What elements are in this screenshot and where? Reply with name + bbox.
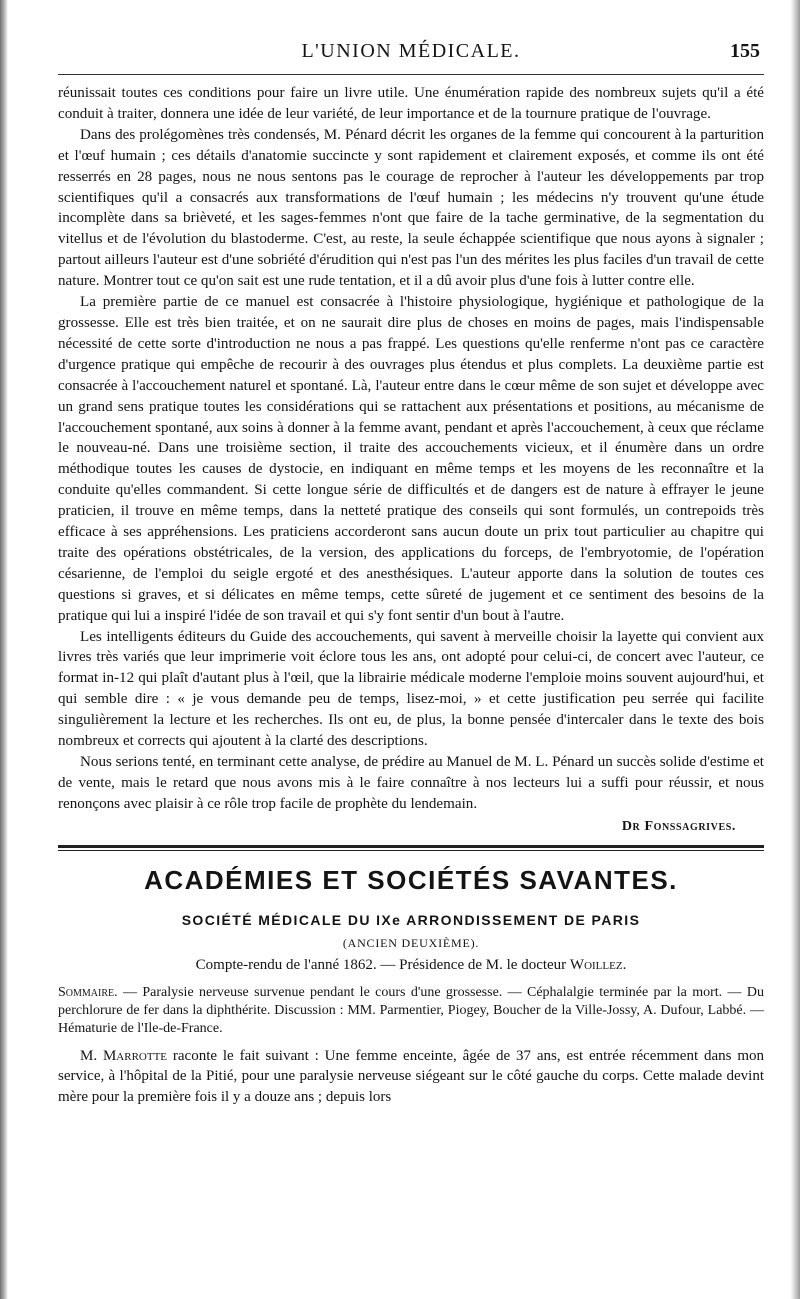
report-line bbox=[58, 957, 764, 974]
running-title: L'UNION MÉDICALE. bbox=[301, 40, 521, 62]
section-rule-thin bbox=[58, 850, 764, 851]
society-subtitle: (ANCIEN DEUXIÈME). bbox=[342, 935, 480, 950]
president-name: Woillez. bbox=[569, 956, 627, 973]
page-number: 155 bbox=[730, 40, 760, 62]
final-paragraph-text: raconte le fait suivant : Une femme enceinte, âgée de 37 ans, est entrée récemment dans mon service, à l'hôpital de la Pitié, pour une paralysie nerveuse siégeant sur le côté gauche du corps. Cette malade devint mère pour la première fois il y a douze ans ; depuis lors bbox=[58, 1047, 765, 1105]
journal-page bbox=[58, 36, 764, 1107]
society-title: SOCIÉTÉ MÉDICALE DU IXe ARRONDISSEMENT DE PARIS bbox=[181, 911, 641, 928]
paragraph-editors: Les intelligents éditeurs du Guide des accouchements, qui savent à merveille choisir la layette qui convient aux livres très variés que leur imprimerie voit éclore tous les ans, ont adopté pour celui-ci, de concert avec l'auteur, ce format in-12 qui plaît d'autant plus à l'œil, que la librairie médicale moderne l'emploie moins souvent aujourd'hui, et qui semble dire : « je vous demande peu de temps, lisez-moi, » et cette justification peu serrée qui facilite singulièrement la lecture et les recherches. Ils ont eu, de plus, la bonne pensée d'intercaler dans le texte des bois nombreux et corrects qui ajoutent à la clarté des descriptions. bbox=[58, 628, 764, 750]
scan-shadow-right bbox=[790, 0, 800, 1299]
scan-shadow-left bbox=[0, 0, 8, 1299]
summary bbox=[58, 984, 764, 1038]
final-paragraph-lead: M. Marrotte bbox=[80, 1047, 168, 1064]
paragraph-conclusion: Nous serions tenté, en terminant cette analyse, de prédire au Manuel de M. L. Pénard un succès solide d'estime et de vente, mais le retard que nous avons mis à le faire connaître à nos lecteurs lui a suffi pour réussir, et nous renonçons avec plaisir à ce rôle trop facile de prophète du lendemain. bbox=[58, 754, 764, 812]
running-head bbox=[58, 36, 764, 74]
author-signature: Dr Fonssagrives. bbox=[621, 818, 736, 834]
summary-text: — Paralysie nerveuse survenue pendant le cours d'une grossesse. — Céphalalgie terminée par la mort. — Du perchlorure de fer dans la diphthérite. Discussion : MM. Parmentier, Piogey, Boucher de la Ville-Jossy, A. Dufour, Labbé. — Hématurie de l'Ile-de-France. bbox=[58, 984, 764, 1036]
paragraph-prolegomena: Dans des prolégomènes très condensés, M. Pénard décrit les organes de la femme qui concourent à la parturition et l'œuf humain ; ces détails d'anatomie succincte y sont rapidement et clairement exposés, et comme ils ont été resserrés en 28 pages, nous ne nous sentons pas le courage de reprocher à l'auteur les développements par trop scientifiques qu'il a consacrés aux transformations de l'œuf humain ; les médecins n'y trouvent qu'une étude incomplète dans sa brièveté, et les sages-femmes n'ont que faire de la tache germinative, de la segmentation du vitellus et de l'évolution du blastoderme. C'est, au reste, la seule échappée scientifique que nous ayons à signaler ; partout ailleurs l'auteur est d'une sobriété d'érudition qui n'est pas l'un des mérites les plus faciles d'un travail de cette nature. Montrer tout ce qu'on sait est une rude tentation, et il a dû avoir plus d'une fois à lutter contre elle. bbox=[58, 126, 764, 290]
paragraph-first-part: La première partie de ce manuel est consacrée à l'histoire physiologique, hygiénique et pathologique de la grossesse. Elle est très bien traitée, et on ne saurait dire plus de choses en moins de pages, mais l'indispensable nécessité de cette sorte d'introduction ne nous a pas frappé. Les questions qu'elle renferme n'ont pas ce caractère d'urgence pratique qui empêche de recourir à des ouvrages plus étendus et plus complets. La deuxième partie est consacrée à l'accouchement naturel et spontané. Là, l'auteur entre dans le cœur même de son sujet et développe avec un grand sens pratique toutes les considérations qui se rattachent aux présentations et positions, au mécanisme de l'accouchement spontané, aux soins à donner à la femme avant, pendant et après l'accouchement, à ceux que réclame le nouveau-né. Dans une troisième section, il traite des accouchements vicieux, et il énumère dans un ordre méthodique toutes les causes de dystocie, en indiquant en même temps et les moyens de les reconnaître et la conduite qu'elles commandent. Si cette longue série de difficultés et de dangers est de nature à effrayer le jeune praticien, il trouve en même temps, dans la netteté pratique des conseils qui sont formulés, un contrepoids très efficace à ses appréhensions. Les praticiens accorderont sans aucun doute un prix tout particulier au chapitre qui traite des opérations obstétricales, de la version, des applications du forceps, de l'embryotomie, de l'opération césarienne, de l'emploi du seigle ergoté et des anesthésiques. L'auteur apporte dans la solution de toutes ces questions si graves, et si délicates en même temps, cette sûreté de jugement et ce sentiment des besoins de la pratique qui lui a inspiré l'idée de son travail et qui s'y font sentir d'un bout à l'autre. bbox=[58, 294, 764, 624]
paragraph-intro: réunissait toutes ces conditions pour faire un livre utile. Une énumération rapide des nombreux sujets qu'il a été conduit à traiter, donnera une idée de leur variété, de leur importance et de la tournure pratique de l'ouvrage. bbox=[58, 85, 764, 122]
final-paragraph bbox=[58, 1046, 764, 1108]
summary-lead: Sommaire. bbox=[58, 984, 118, 1000]
section-rule-thick bbox=[58, 845, 764, 848]
header-rule bbox=[58, 74, 764, 75]
review-article bbox=[58, 83, 764, 815]
report-prefix: Compte-rendu de l'anné 1862. — Présidence de M. le docteur bbox=[195, 956, 567, 973]
section-title: ACADÉMIES ET SOCIÉTÉS SAVANTES. bbox=[144, 864, 678, 895]
